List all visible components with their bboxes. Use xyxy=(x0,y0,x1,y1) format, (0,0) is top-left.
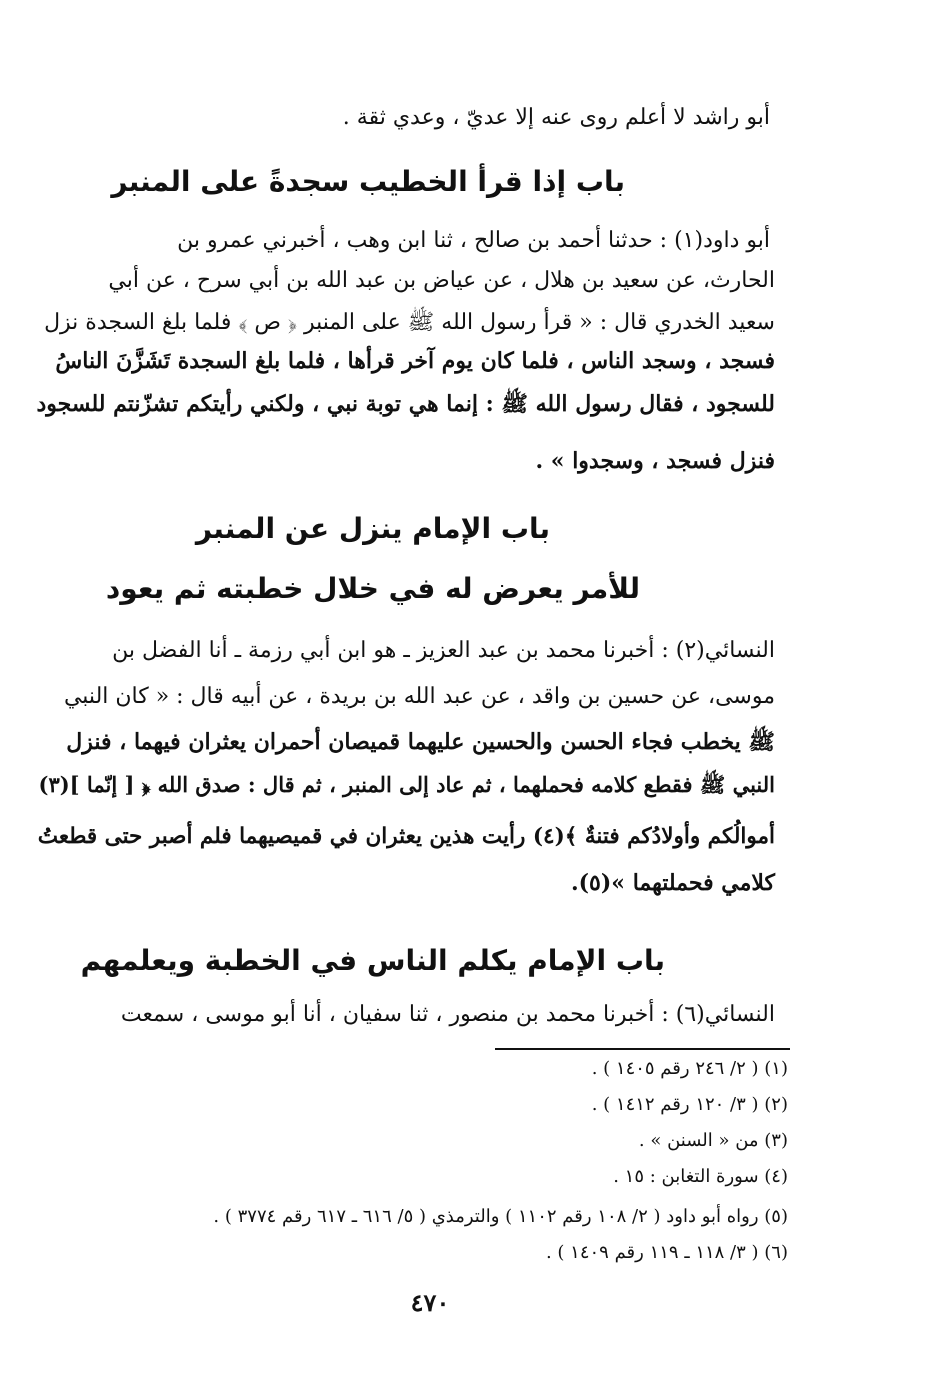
footnote: (٤) سورة التغابن : ١٥ . xyxy=(613,1166,788,1187)
text-line: ﷺ يخطب فجاء الحسن والحسين عليهما قميصان أحمران يعثران فيهما ، فنزل xyxy=(66,729,775,755)
footnote: (٣) من « السنن » . xyxy=(638,1130,788,1151)
footnote: (٦) ( ٣/ ١١٨ ـ ١١٩ رقم ١٤٠٩ ) . xyxy=(545,1242,788,1263)
section-subheading: للأمر يعرض له في خلال خطبته ثم يعود xyxy=(105,572,640,605)
text-line: النسائي(٦) : أخبرنا محمد بن منصور ، ثنا سفيان ، أنا أبو موسى ، سمعت xyxy=(120,1002,775,1027)
section-heading-imam-descends: باب الإمام ينزل عن المنبر xyxy=(195,512,550,545)
page-number: ٤٧٠ xyxy=(410,1288,450,1317)
text-line: للسجود ، فقال رسول الله ﷺ : إنما هي توبة نبي ، ولكني رأيتكم تشزّنتم للسجود xyxy=(36,391,775,417)
text-line: سعيد الخدري قال : « قرأ رسول الله ﷺ على المنبر ﴿ ص ﴾ فلما بلغ السجدة نزل xyxy=(44,310,775,335)
intro-line: أبو راشد لا أعلم روى عنه إلا عديّ ، وعدي ثقة . xyxy=(342,105,770,130)
text-line: النبي ﷺ فقطع كلامه فحملهما ، ثم عاد إلى المنبر ، ثم قال : صدق الله ﴿ [ إنّما ](٣) xyxy=(38,772,775,797)
footnote: (١) ( ٢/ ٢٤٦ رقم ١٤٠٥ ) . xyxy=(591,1058,788,1079)
footnote: (٢) ( ٣/ ١٢٠ رقم ١٤١٢ ) . xyxy=(591,1094,788,1115)
section-heading-sajda: باب إذا قرأ الخطيب سجدةً على المنبر xyxy=(111,165,625,198)
section-heading-imam-speaks: باب الإمام يكلم الناس في الخطبة ويعلمهم xyxy=(80,944,665,977)
text-line: النسائي(٢) : أخبرنا محمد بن عبد العزيز ـ هو ابن أبي رزمة ـ أنا الفضل بن xyxy=(112,638,775,663)
footnote-divider xyxy=(495,1048,790,1050)
text-line: كلامي فحملتهما »(٥). xyxy=(570,870,775,896)
text-line: أموالُكم وأولادُكم فتنةٌ ﴾(٤) رأيت هذين يعثران في قميصيهما فلم أصبر حتى قطعتُ xyxy=(37,824,775,849)
footnote: (٥) رواه أبو داود ( ٢/ ١٠٨ رقم ١١٠٢ ) والترمذي ( ٥/ ٦١٦ ـ ٦١٧ رقم ٣٧٧٤ ) . xyxy=(213,1206,788,1227)
text-line: موسى، عن حسين بن واقد ، عن عبد الله بن بريدة ، عن أبيه قال : « كان النبي xyxy=(63,684,775,709)
text-line: فنزل فسجد ، وسجدوا » . xyxy=(535,448,775,474)
text-line: الحارث، عن سعيد بن هلال ، عن عياض بن عبد الله بن أبي سرح ، عن أبي xyxy=(108,268,775,293)
text-line: أبو داود(١) : حدثنا أحمد بن صالح ، ثنا ابن وهب ، أخبرني عمرو بن xyxy=(177,228,770,253)
text-line: فسجد ، وسجد الناس ، فلما كان يوم آخر قرأها ، فلما بلغ السجدة تَشَزَّنَ الناسُ xyxy=(55,348,775,374)
